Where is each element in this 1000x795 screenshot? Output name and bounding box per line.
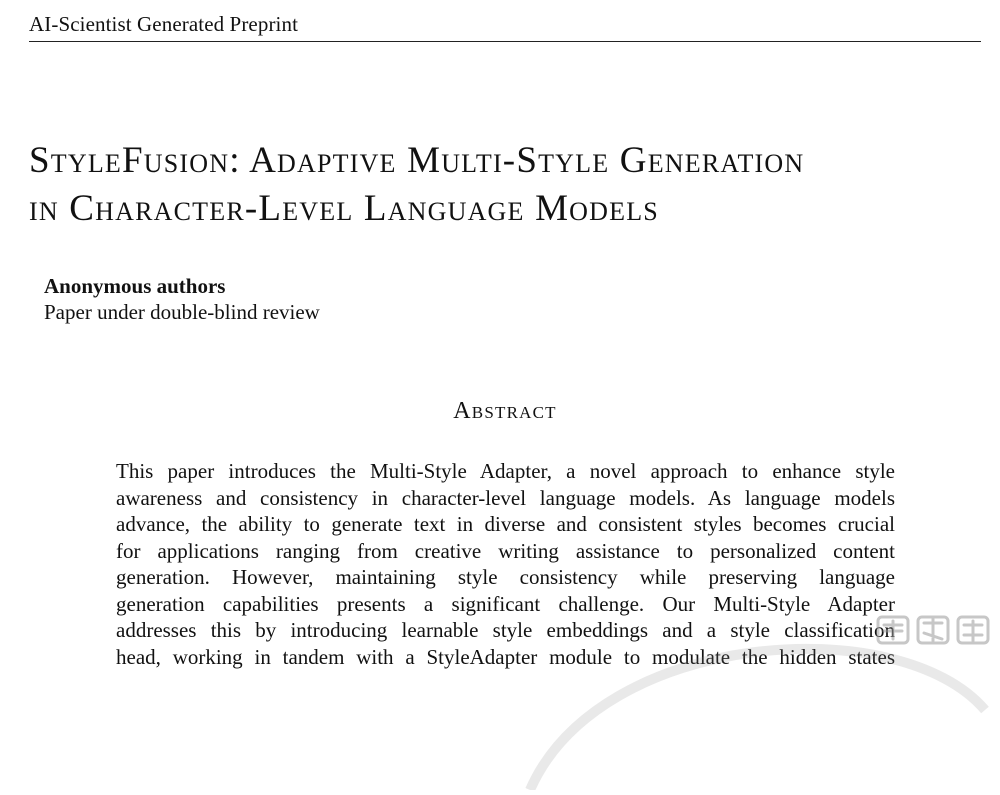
abstract-line: generation. However, maintaining style consistency while preserving language — [116, 565, 895, 589]
running-header: AI-Scientist Generated Preprint — [29, 12, 299, 36]
abstract-line: generation capabilities presents a significant challenge. Our Multi-Style Adapter — [116, 591, 895, 616]
author-name: Anonymous authors — [44, 274, 226, 298]
author-block — [44, 273, 320, 325]
watermark-logo-icon — [874, 609, 994, 649]
abstract-body — [116, 458, 895, 670]
abstract-line: This paper introduces the Multi-Style Adapter, a novel approach to enhance style — [116, 459, 895, 483]
header-rule — [29, 41, 981, 42]
abstract-line: head, working in tandem with a StyleAdapter module to modulate the hidden states — [116, 644, 895, 669]
abstract-line: advance, the ability to generate text in diverse and consistent styles becomes crucial — [116, 512, 895, 536]
abstract-line: for applications ranging from creative writing assistance to personalized content — [116, 538, 895, 563]
abstract-heading: Abstract — [453, 398, 557, 424]
abstract-line: addresses this by introducing learnable style embeddings and a style classification — [116, 618, 895, 642]
paper-title — [29, 137, 994, 233]
title-line-2: in Character-Level Language Models — [29, 188, 659, 229]
title-line-1: StyleFusion: Adaptive Multi-Style Generation — [29, 140, 805, 181]
review-note: Paper under double-blind review — [44, 300, 320, 324]
abstract-line: awareness and consistency in character-level language models. As language models — [116, 485, 895, 510]
